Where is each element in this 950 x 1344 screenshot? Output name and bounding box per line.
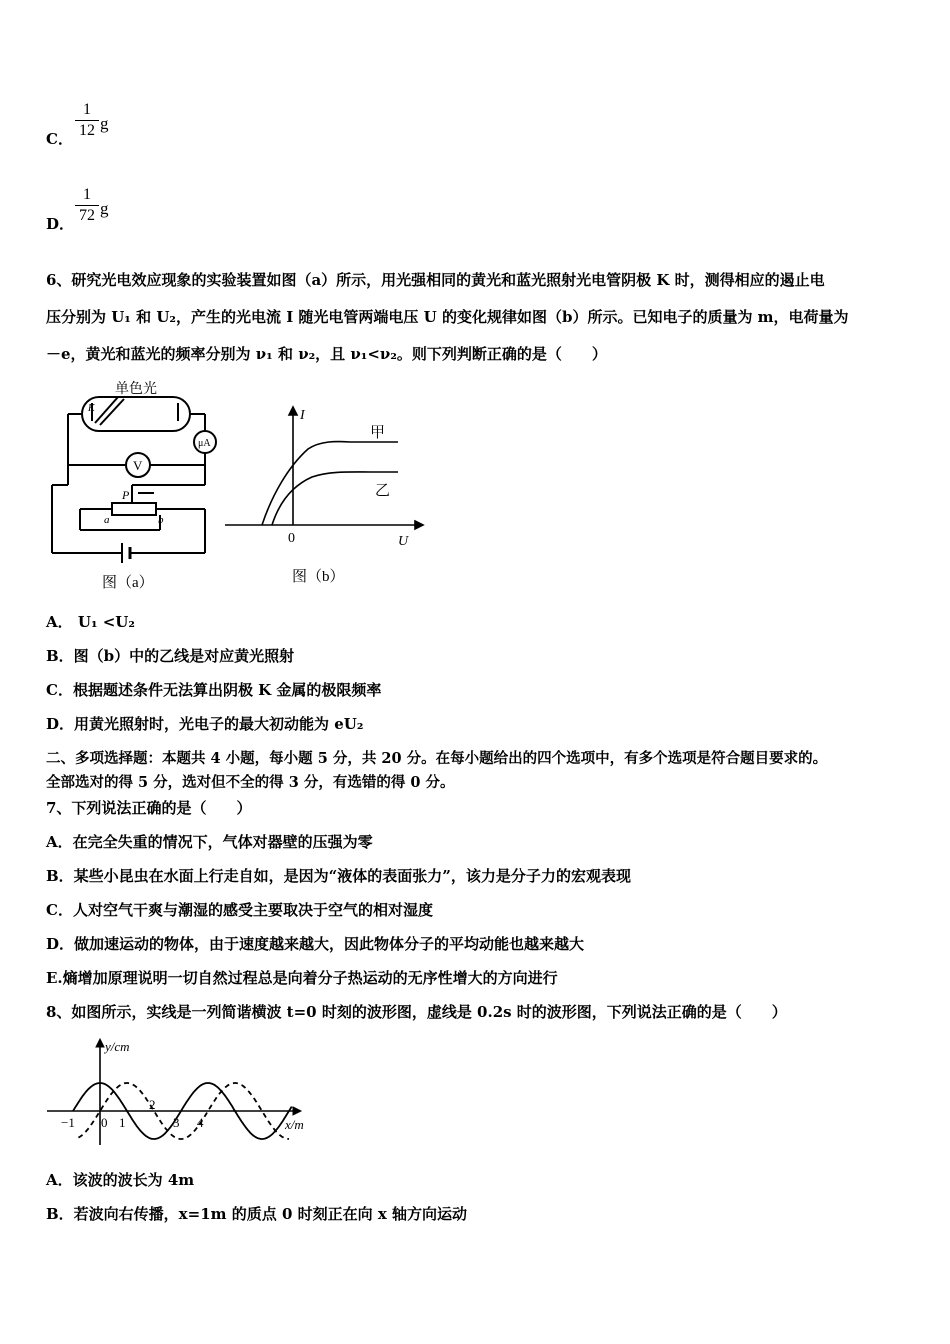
option-d-unit: g [100,199,109,218]
figure-a-circuit [40,375,230,595]
q7-option-a: A．在完全失重的情况下，气体对器壁的压强为零 [46,833,373,851]
label-b: b [158,514,164,526]
figure-b-iu-graph [220,405,430,590]
q6-option-a: A． U₁ <U₂ [46,613,135,631]
tick-minus-1: −1 [61,1115,75,1130]
q8-option-a: A．该波的波长为 4m [46,1171,195,1189]
label-jia: 甲 [370,425,386,441]
q6-stem-line2: 压分别为 U₁ 和 U₂，产生的光电流 I 随光电管两端电压 U 的变化规律如图（b）所示。已知电子的质量为 m，电荷量为 [46,308,849,326]
label-monochromatic-light: 单色光 [115,382,157,397]
option-c-fraction [75,101,99,140]
label-origin: 0 [288,531,295,546]
label-voltmeter: V [133,458,143,473]
q7-option-b: B．某些小昆虫在水面上行走自如，是因为“液体的表面张力”，该力是分子力的宏观表现 [46,867,631,885]
label-i: I [300,408,305,423]
q6-option-b: B．图（b）中的乙线是对应黄光照射 [46,647,295,665]
q7-stem: 7、下列说法正确的是（ ） [46,799,252,817]
q7-option-e: E.熵增加原理说明一切自然过程总是向着分子热运动的无序性增大的方向进行 [46,969,558,987]
i-axis-arrow-icon [289,407,297,415]
q6-option-d: D．用黄光照射时，光电子的最大初动能为 eU₂ [46,715,364,733]
label-x-axis: x/m [285,1117,304,1132]
label-k: K [88,403,95,414]
label-u: U [398,534,409,549]
tick-4: 4 [197,1115,204,1130]
tick-2: 2 [149,1097,156,1112]
tick-3: 3 [173,1115,180,1130]
option-c-numerator: 1 [83,101,91,118]
u-axis-arrow-icon [415,521,423,529]
label-p: P [122,488,130,502]
section2-instructions-line1: 二、多项选择题：本题共 4 小题，每小题 5 分，共 20 分。在每小题给出的四个选项中，有多个选项是符合题目要求的。 [46,750,828,767]
q8-stem: 8、如图所示，实线是一列简谐横波 t=0 时刻的波形图，虚线是 0.2s 时的波形图，下列说法正确的是（ ） [46,1003,787,1021]
option-c-denominator: 12 [79,122,95,139]
tick-0: 0 [101,1115,108,1130]
fraction-bar [75,205,99,206]
rheostat [112,503,156,515]
section2-instructions-line2: 全部选对的得 5 分，选对但不全的得 3 分，有选错的得 0 分。 [46,774,455,791]
q6-stem-line3: －e，黄光和蓝光的频率分别为 ν₁ 和 ν₂，且 ν₁<ν₂。则下列判断正确的是（ ） [46,345,607,363]
label-microammeter: μA [198,438,211,449]
label-a: a [104,514,110,526]
q7-option-d: D．做加速运动的物体，由于速度越来越大，因此物体分子的平均动能也越来越大 [46,935,585,953]
tick-1: 1 [119,1115,126,1130]
y-axis-arrow-icon [96,1039,104,1047]
option-d-numerator: 1 [83,186,91,203]
phototube [82,397,190,431]
x-axis-arrow-icon [293,1107,301,1115]
figure-b-caption: 图（b） [292,569,345,585]
q8-option-b: B．若波向右传播，x=1m 的质点 0 时刻正在向 x 轴方向运动 [46,1205,467,1223]
label-yi: 乙 [375,483,391,499]
option-c-letter: C． [46,130,73,148]
q7-option-c: C．人对空气干爽与潮湿的感受主要取决于空气的相对湿度 [46,901,433,919]
q6-stem-line1: 6、研究光电效应现象的实验装置如图（a）所示，用光强相同的黄光和蓝光照射光电管阴极 K 时，测得相应的遏止电 [46,271,825,289]
label-y-axis: y/cm [105,1039,130,1054]
q8-wave-graph [45,1035,325,1150]
option-d-denominator: 72 [79,207,95,224]
q6-option-c: C．根据题述条件无法算出阴极 K 金属的极限频率 [46,681,382,699]
figure-a-caption: 图（a） [102,575,154,591]
option-d-letter: D． [46,215,75,233]
option-c-unit: g [100,114,109,133]
fraction-bar [75,120,99,121]
option-d-fraction [75,186,99,225]
